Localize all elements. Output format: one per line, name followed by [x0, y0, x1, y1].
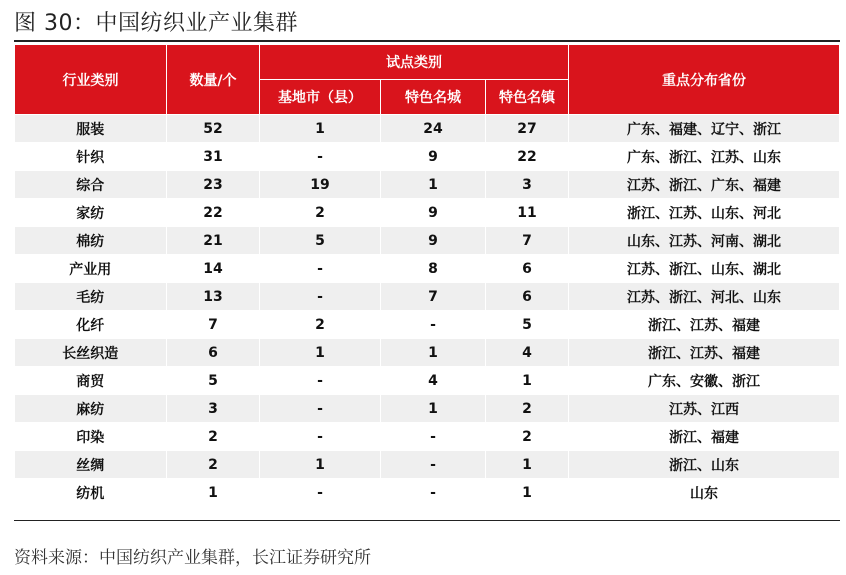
table-row — [15, 367, 840, 395]
industry-cluster-table — [14, 44, 840, 507]
cell-base-city: 2 — [260, 199, 381, 227]
table-row — [15, 283, 840, 311]
cell-category: 印染 — [15, 423, 167, 451]
cell-feature-town: 6 — [486, 255, 569, 283]
table-body — [15, 115, 840, 507]
cell-provinces: 广东、福建、辽宁、浙江 — [569, 115, 840, 143]
cell-count: 13 — [167, 283, 260, 311]
cell-category: 纺机 — [15, 479, 167, 507]
cell-count: 2 — [167, 423, 260, 451]
table-row — [15, 115, 840, 143]
cell-feature-town: 11 — [486, 199, 569, 227]
figure-title: 图 30：中国纺织业产业集群 — [14, 11, 298, 36]
cell-count: 6 — [167, 339, 260, 367]
cell-category: 长丝织造 — [15, 339, 167, 367]
cell-category: 毛纺 — [15, 283, 167, 311]
cell-category: 家纺 — [15, 199, 167, 227]
cell-feature-town: 4 — [486, 339, 569, 367]
table-row — [15, 423, 840, 451]
cell-feature-town: 27 — [486, 115, 569, 143]
cell-base-city: - — [260, 367, 381, 395]
cell-feature-city: - — [381, 479, 486, 507]
cell-provinces: 浙江、福建 — [569, 423, 840, 451]
cell-category: 服装 — [15, 115, 167, 143]
cell-base-city: - — [260, 479, 381, 507]
cell-count: 7 — [167, 311, 260, 339]
cell-base-city: 19 — [260, 171, 381, 199]
cell-provinces: 浙江、江苏、福建 — [569, 339, 840, 367]
cell-feature-town: 1 — [486, 367, 569, 395]
table-row — [15, 311, 840, 339]
cell-provinces: 江苏、浙江、河北、山东 — [569, 283, 840, 311]
cell-count: 22 — [167, 199, 260, 227]
cell-feature-city: 8 — [381, 255, 486, 283]
cell-feature-town: 22 — [486, 143, 569, 171]
cell-base-city: - — [260, 395, 381, 423]
cell-provinces: 山东、江苏、河南、湖北 — [569, 227, 840, 255]
cell-provinces: 江苏、浙江、广东、福建 — [569, 171, 840, 199]
cell-provinces: 江苏、江西 — [569, 395, 840, 423]
cell-provinces: 浙江、江苏、福建 — [569, 311, 840, 339]
cell-provinces: 浙江、山东 — [569, 451, 840, 479]
cell-feature-city: - — [381, 423, 486, 451]
cell-category: 产业用 — [15, 255, 167, 283]
header-row-top — [15, 45, 840, 80]
table-row — [15, 339, 840, 367]
cell-feature-town: 1 — [486, 479, 569, 507]
cell-base-city: - — [260, 143, 381, 171]
cell-feature-town: 3 — [486, 171, 569, 199]
cell-provinces: 广东、浙江、江苏、山东 — [569, 143, 840, 171]
cell-provinces: 山东 — [569, 479, 840, 507]
cell-category: 丝绸 — [15, 451, 167, 479]
cell-base-city: 1 — [260, 339, 381, 367]
cell-feature-town: 6 — [486, 283, 569, 311]
header-category: 行业类别 — [15, 45, 167, 115]
header-feature-town: 特色名镇 — [486, 80, 569, 115]
cell-category: 商贸 — [15, 367, 167, 395]
cell-count: 2 — [167, 451, 260, 479]
header-base-city: 基地市（县） — [260, 80, 381, 115]
table-row — [15, 171, 840, 199]
cell-count: 23 — [167, 171, 260, 199]
cell-count: 1 — [167, 479, 260, 507]
table-row — [15, 255, 840, 283]
cell-feature-city: 7 — [381, 283, 486, 311]
table-row — [15, 199, 840, 227]
cell-provinces: 广东、安徽、浙江 — [569, 367, 840, 395]
cell-feature-town: 2 — [486, 423, 569, 451]
cell-feature-town: 2 — [486, 395, 569, 423]
top-divider — [14, 40, 840, 42]
cell-base-city: - — [260, 423, 381, 451]
header-provinces: 重点分布省份 — [569, 45, 840, 115]
cell-feature-town: 1 — [486, 451, 569, 479]
header-count: 数量/个 — [167, 45, 260, 115]
cell-feature-city: - — [381, 311, 486, 339]
cell-feature-town: 5 — [486, 311, 569, 339]
bottom-divider — [14, 520, 840, 521]
cell-feature-city: 4 — [381, 367, 486, 395]
source-note: 资料来源：中国纺织产业集群，长江证券研究所 — [14, 548, 371, 568]
cell-base-city: 2 — [260, 311, 381, 339]
cell-count: 31 — [167, 143, 260, 171]
table-row — [15, 479, 840, 507]
table-row — [15, 451, 840, 479]
cell-feature-city: 1 — [381, 339, 486, 367]
cell-provinces: 浙江、江苏、山东、河北 — [569, 199, 840, 227]
header-feature-city: 特色名城 — [381, 80, 486, 115]
cell-base-city: 1 — [260, 451, 381, 479]
cell-feature-city: 9 — [381, 227, 486, 255]
cell-feature-city: 24 — [381, 115, 486, 143]
cell-feature-city: 1 — [381, 171, 486, 199]
cell-feature-city: - — [381, 451, 486, 479]
header-pilot-group: 试点类别 — [260, 45, 569, 80]
cell-count: 14 — [167, 255, 260, 283]
cell-count: 21 — [167, 227, 260, 255]
cell-count: 5 — [167, 367, 260, 395]
cell-base-city: - — [260, 283, 381, 311]
table-row — [15, 395, 840, 423]
cell-base-city: - — [260, 255, 381, 283]
table-row — [15, 227, 840, 255]
cell-category: 化纤 — [15, 311, 167, 339]
cell-category: 麻纺 — [15, 395, 167, 423]
cell-base-city: 5 — [260, 227, 381, 255]
cell-base-city: 1 — [260, 115, 381, 143]
cell-feature-city: 9 — [381, 199, 486, 227]
cell-count: 3 — [167, 395, 260, 423]
cell-feature-city: 9 — [381, 143, 486, 171]
cell-feature-city: 1 — [381, 395, 486, 423]
cell-category: 棉纺 — [15, 227, 167, 255]
cell-category: 综合 — [15, 171, 167, 199]
cell-feature-town: 7 — [486, 227, 569, 255]
cell-category: 针织 — [15, 143, 167, 171]
table-row — [15, 143, 840, 171]
cell-count: 52 — [167, 115, 260, 143]
cell-provinces: 江苏、浙江、山东、湖北 — [569, 255, 840, 283]
